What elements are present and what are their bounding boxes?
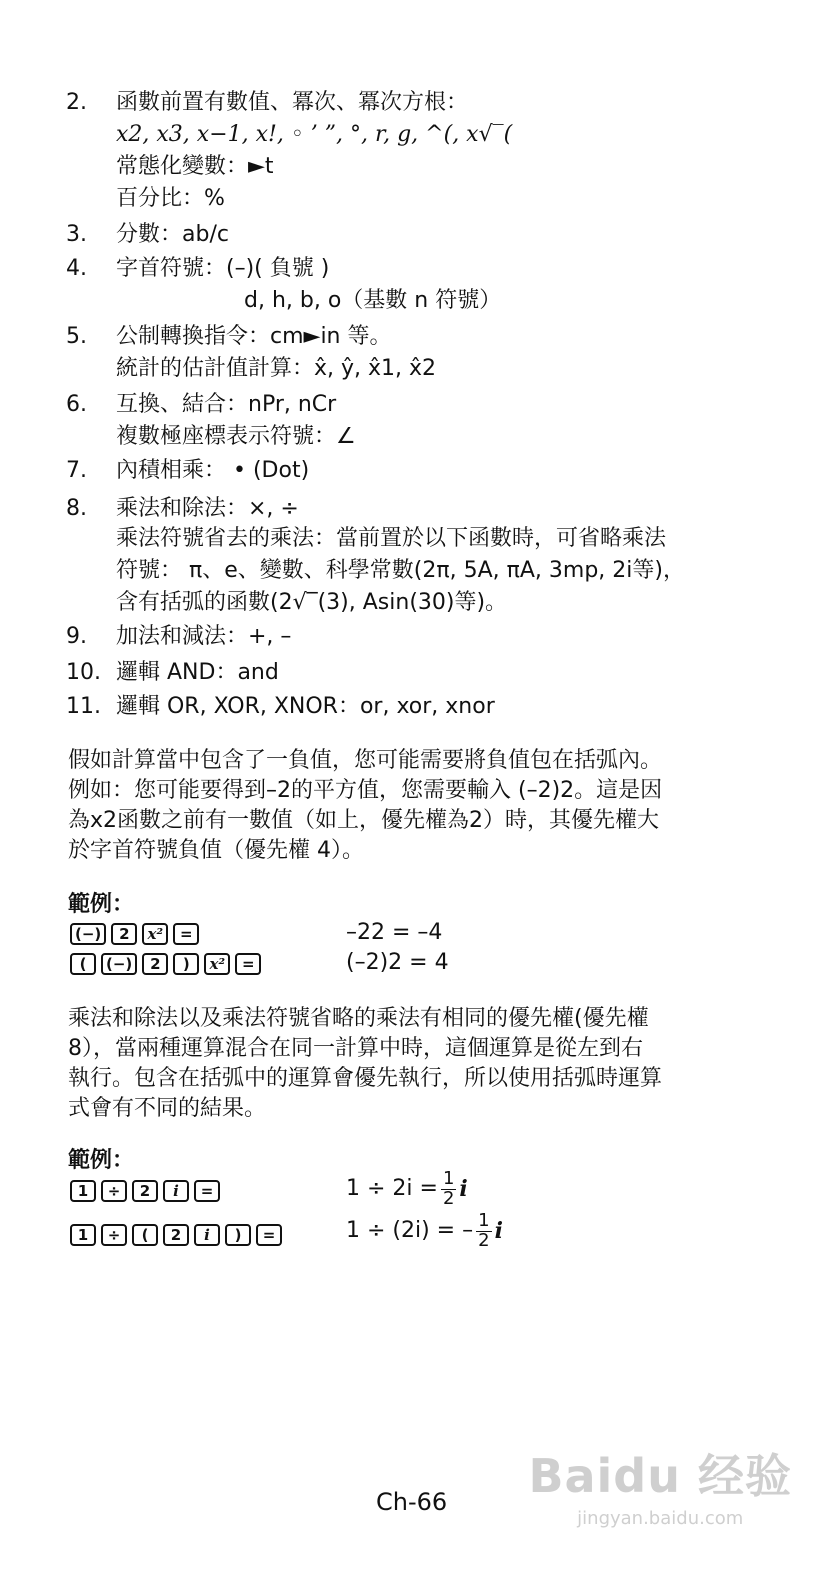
close-paren-key-icon: ) [173,953,199,975]
fraction-numerator: 1 [478,1210,490,1231]
watermark-brand: Baidu 经验 [528,1449,792,1503]
imaginary-key-icon: i [163,1180,189,1202]
item-text: 函數前置有數值、冪次、冪次方根： [116,90,469,115]
example-result: –22 = –4 [346,920,443,945]
imaginary-unit: i [459,1176,468,1203]
item-number: 7. [66,458,87,483]
imaginary-key-icon: i [194,1224,220,1246]
key-sequence [70,923,199,945]
example-heading: 範例： [68,1148,135,1173]
item-text: 加法和減法：+, – [116,624,292,649]
example-result [346,1170,468,1209]
item-text: 公制轉換指令：cm►in 等。 [116,324,392,349]
key-sequence [70,1224,282,1246]
item-number: 9. [66,624,87,649]
item-number: 10. [66,660,101,685]
negative-key-icon: (−) [101,953,137,975]
item-text: 百分比：% [116,186,225,211]
item-text: 內積相乘： • (Dot) [116,458,310,483]
item-text: 乘法和除法：×, ÷ [116,496,299,521]
paragraph-line: 乘法和除法以及乘法符號省略的乘法有相同的優先權(優先權 [68,1006,649,1031]
item-number: 11. [66,694,101,719]
divide-key-icon: ÷ [101,1180,127,1202]
item-number: 5. [66,324,87,349]
paragraph-line: 例如：您可能要得到–2的平方值，您需要輸入 (–2)2。這是因 [68,778,663,803]
equals-key-icon: = [235,953,261,975]
equals-key-icon: = [194,1180,220,1202]
page-number: Ch-66 [376,1488,448,1516]
item-text: 符號： π、e、變數、科學常數(2π, 5A, πA, 3mp, 2i等)， [116,558,685,583]
equals-key-icon: = [256,1224,282,1246]
item-number: 6. [66,392,87,417]
square-key-icon: x² [204,953,230,975]
item-text: d, h, b, o（基數 n 符號） [244,288,502,313]
paragraph-line: 於字首符號負值（優先權 4）。 [68,838,364,863]
paragraph-negative-values [68,746,768,866]
item-text: 分數：ab/c [116,222,229,247]
digit-1-key-icon: 1 [70,1224,96,1246]
example-result [346,1212,503,1251]
key-sequence [70,1180,220,1202]
example-result: (–2)2 = 4 [346,950,449,975]
digit-2-key-icon: 2 [163,1224,189,1246]
result-lhs: 1 ÷ (2i) = – [346,1218,474,1244]
item-number: 3. [66,222,87,247]
digit-2-key-icon: 2 [132,1180,158,1202]
divide-key-icon: ÷ [101,1224,127,1246]
digit-2-key-icon: 2 [111,923,137,945]
fraction [441,1170,456,1209]
item-text: x2, x3, x−1, x!, ◦ ’ ”, °, r, g, ^(, x√‾( [116,122,513,147]
paragraph-line: 式會有不同的結果。 [68,1096,267,1121]
open-paren-key-icon: ( [132,1224,158,1246]
item-text: 邏輯 OR, XOR, XNOR：or, xor, xnor [116,694,495,719]
result-lhs: 1 ÷ 2i = [346,1176,438,1202]
baidu-watermark [528,1440,792,1529]
item-text: 字首符號：(–)( 負號 ) [116,256,330,281]
imaginary-unit: i [494,1218,503,1245]
paragraph-multiplication-precedence [68,1004,768,1124]
item-number: 4. [66,256,87,281]
item-text: 複數極座標表示符號：∠ [116,424,356,449]
item-text: 含有括弧的函數(2√‾(3), Asin(30)等)。 [116,590,508,615]
item-text: 乘法符號省去的乘法：當前置於以下函數時，可省略乘法 [116,526,667,551]
watermark-site: jingyan.baidu.com [577,1508,744,1529]
item-text: 互換、結合：nPr, nCr [116,392,337,417]
key-sequence [70,953,261,975]
negative-key-icon: (−) [70,923,106,945]
equals-key-icon: = [173,923,199,945]
fraction-denominator: 2 [442,1187,455,1209]
open-paren-key-icon: ( [70,953,96,975]
close-paren-key-icon: ) [225,1224,251,1246]
item-text: 統計的估計值計算：x̂, ŷ, x̂1, x̂2 [116,356,437,381]
example-heading: 範例： [68,892,135,917]
square-key-icon: x² [142,923,168,945]
item-number: 2. [66,90,87,115]
paragraph-line: 執行。包含在括弧中的運算會優先執行，所以使用括弧時運算 [68,1066,663,1091]
item-text: 邏輯 AND：and [116,660,279,685]
item-number: 8. [66,496,87,521]
fraction-denominator: 2 [478,1229,490,1251]
paragraph-line: 假如計算當中包含了一負值，您可能需要將負值包在括弧內。 [68,748,663,773]
item-text: 常態化變數：►t [116,154,274,179]
paragraph-line: 8），當兩種運算混合在同一計算中時，這個運算是從左到右 [68,1036,643,1061]
paragraph-line: 為x2函數之前有一數值（如上，優先權為2）時，其優先權大 [68,808,660,833]
fraction [476,1212,491,1251]
fraction-numerator: 1 [442,1168,455,1189]
digit-1-key-icon: 1 [70,1180,96,1202]
digit-2-key-icon: 2 [142,953,168,975]
